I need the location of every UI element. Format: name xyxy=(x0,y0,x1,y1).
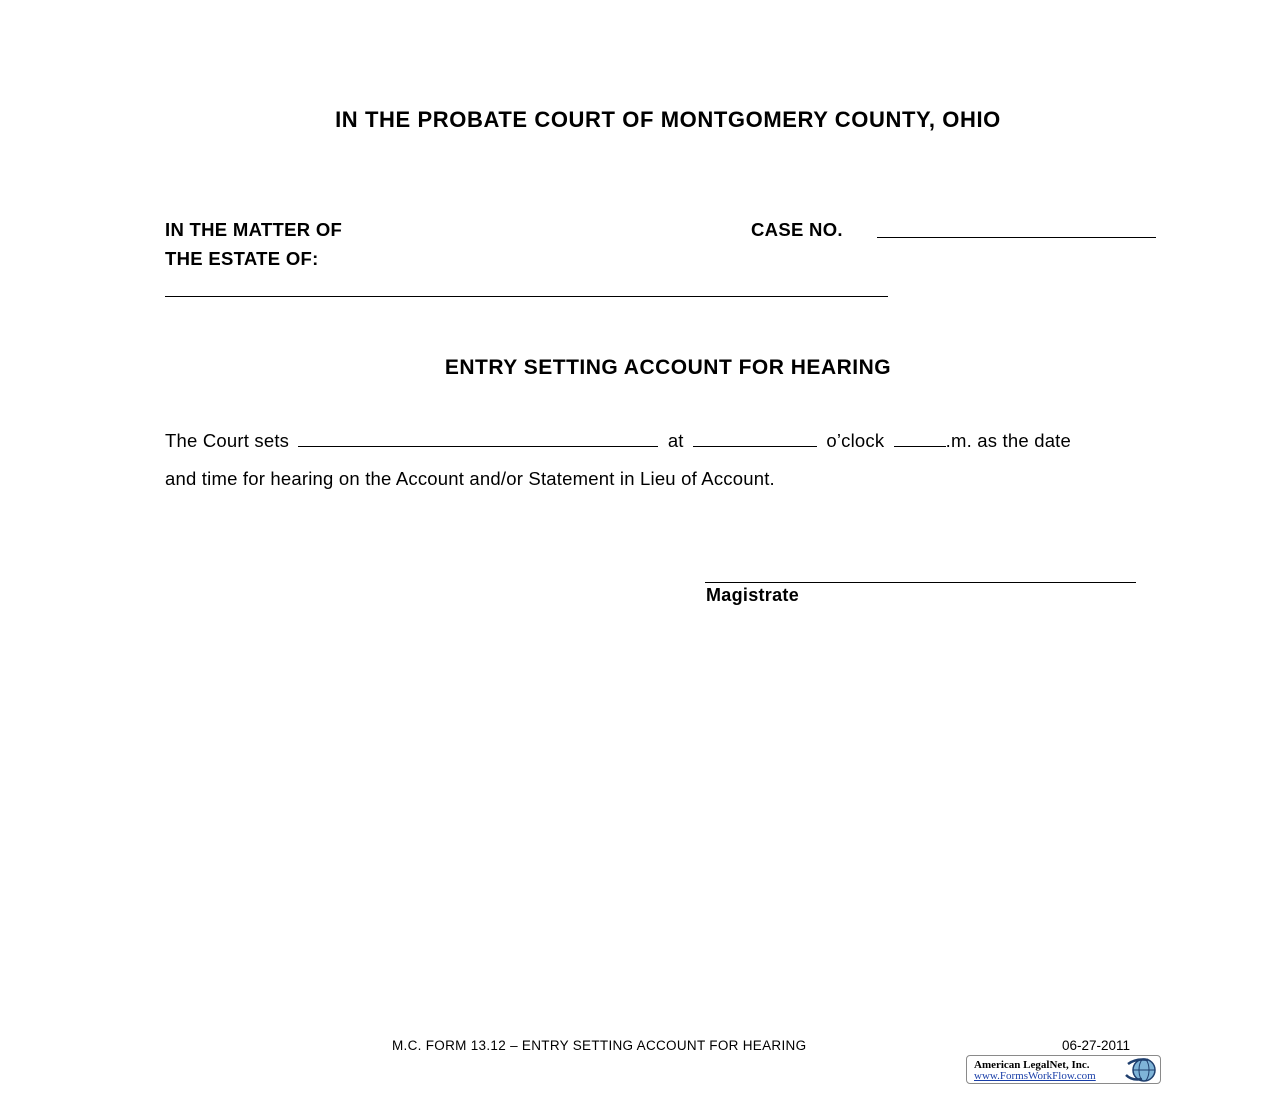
logo-company-name: American LegalNet, Inc. xyxy=(974,1059,1090,1071)
hearing-sentence-line-2: and time for hearing on the Account and/or Statement in Lieu of Account. xyxy=(165,468,775,489)
form-revision-date: 06-27-2011 xyxy=(1062,1038,1131,1053)
logo-website-link[interactable]: www.FormsWorkFlow.com xyxy=(974,1070,1096,1082)
at-text: at xyxy=(667,430,684,451)
hearing-time-field[interactable] xyxy=(693,432,817,447)
globe-icon xyxy=(1122,1057,1158,1083)
case-no-label: CASE NO. xyxy=(751,219,843,240)
court-title: IN THE PROBATE COURT OF MONTGOMERY COUNTY, OHIO xyxy=(335,107,1001,132)
matter-label: IN THE MATTER OF xyxy=(165,219,343,240)
am-pm-field[interactable] xyxy=(894,432,946,447)
american-legalnet-logo xyxy=(966,1055,1161,1084)
court-sets-text: The Court sets xyxy=(165,430,290,451)
decedent-name-field[interactable] xyxy=(165,296,888,297)
hearing-date-field[interactable] xyxy=(298,432,658,447)
form-number: M.C. FORM 13.12 – ENTRY SETTING ACCOUNT FOR HEARING xyxy=(392,1038,807,1053)
magistrate-label: Magistrate xyxy=(706,585,800,605)
entry-title: ENTRY SETTING ACCOUNT FOR HEARING xyxy=(444,356,892,379)
as-the-date-text: .m. as the date xyxy=(945,430,1072,451)
estate-label: THE ESTATE OF: xyxy=(165,248,319,269)
oclock-text: o’clock xyxy=(826,430,885,451)
magistrate-signature-line[interactable] xyxy=(705,582,1136,583)
hearing-sentence-line-1 xyxy=(165,430,1071,452)
case-no-field[interactable] xyxy=(877,237,1156,238)
